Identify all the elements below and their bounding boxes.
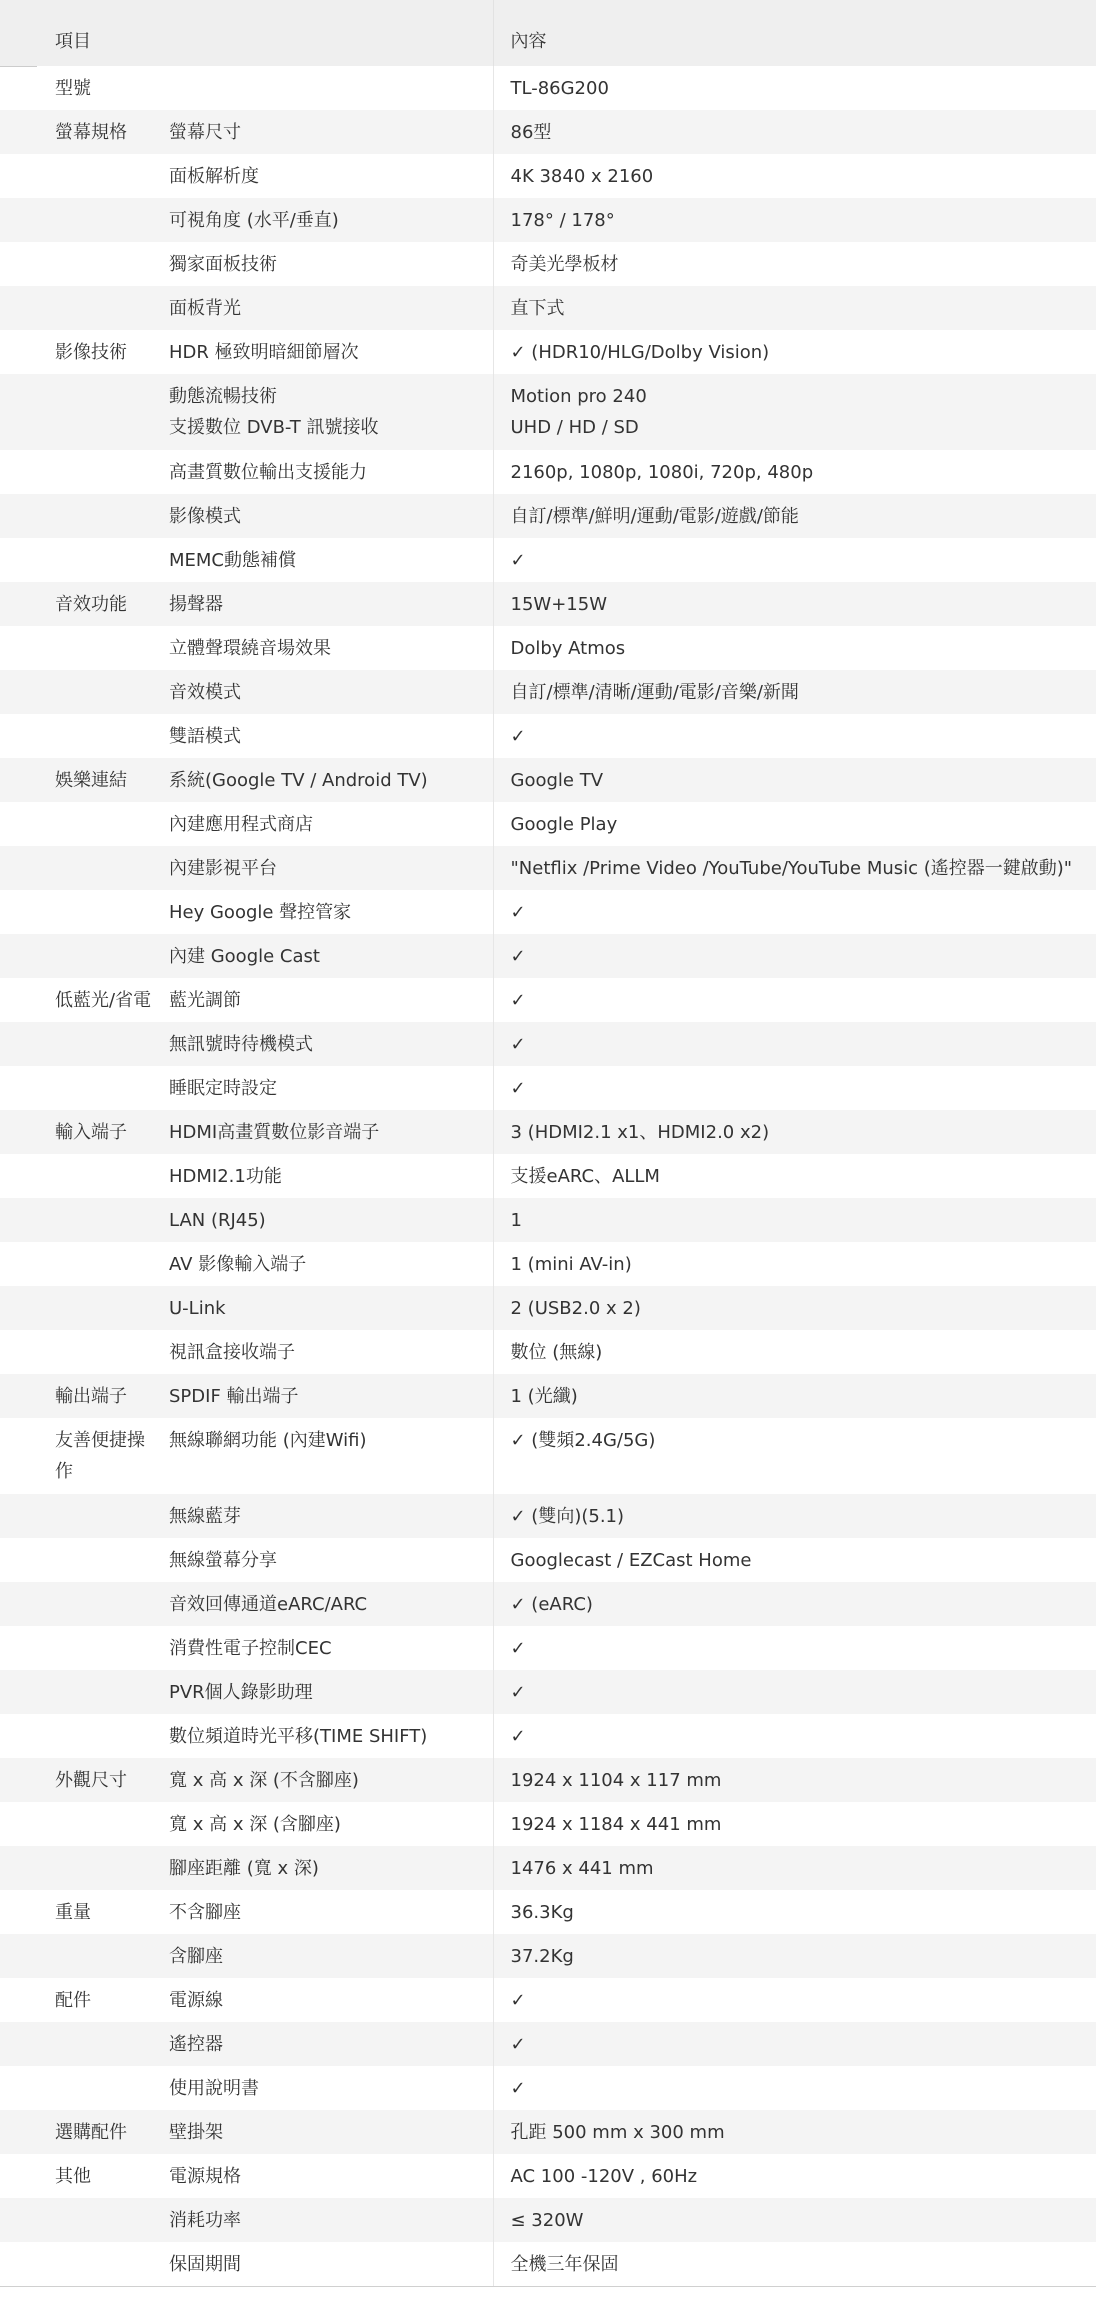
spec-item: 使用說明書 — [169, 2078, 259, 2099]
spec-value: Motion pro 240 UHD / HD / SD — [493, 374, 1096, 450]
spec-value: 1924 x 1184 x 441 mm — [493, 1802, 1096, 1846]
spec-item — [167, 66, 493, 110]
spec-value: 36.3Kg — [493, 1890, 1096, 1934]
spec-value: 37.2Kg — [493, 1934, 1096, 1978]
spec-category — [0, 890, 167, 934]
spec-value: 數位 (無線) — [493, 1330, 1096, 1374]
spec-category: 影像技術 — [55, 342, 127, 363]
spec-item: 獨家面板技術 — [169, 254, 277, 275]
spec-category — [0, 1714, 167, 1758]
table-row — [0, 2110, 1096, 2154]
spec-item: 電源線 — [169, 1990, 223, 2011]
spec-value: ✓ — [493, 934, 1096, 978]
spec-value: 15W+15W — [493, 582, 1096, 626]
spec-category — [0, 1626, 167, 1670]
spec-category: 配件 — [55, 1990, 91, 2011]
spec-item: 腳座距離 (寬 x 深) — [169, 1858, 319, 1879]
spec-category: 選購配件 — [55, 2122, 127, 2143]
spec-category — [0, 494, 167, 538]
table-row — [0, 242, 1096, 286]
spec-category — [0, 374, 167, 450]
spec-item: 不含腳座 — [169, 1902, 241, 1923]
spec-category — [0, 286, 167, 330]
table-row — [0, 670, 1096, 714]
table-row — [0, 1802, 1096, 1846]
spec-value: 4K 3840 x 2160 — [493, 154, 1096, 198]
spec-value: 1924 x 1104 x 117 mm — [493, 1758, 1096, 1802]
spec-item: 立體聲環繞音場效果 — [169, 638, 331, 659]
spec-value: ≤ 320W — [493, 2198, 1096, 2242]
spec-category — [0, 1846, 167, 1890]
spec-item: 雙語模式 — [169, 726, 241, 747]
table-row — [0, 198, 1096, 242]
table-row — [0, 538, 1096, 582]
spec-value: ✓ — [493, 1626, 1096, 1670]
spec-category — [0, 670, 167, 714]
spec-item: AV 影像輸入端子 — [169, 1254, 307, 1275]
table-row — [0, 1418, 1096, 1494]
spec-item: 遙控器 — [169, 2034, 223, 2055]
spec-value: ✓ — [493, 714, 1096, 758]
spec-value: "Netflix /Prime Video /YouTube/YouTube Music (遙控器一鍵啟動)" — [493, 846, 1096, 890]
spec-category — [0, 1242, 167, 1286]
table-row — [0, 2198, 1096, 2242]
spec-value: Google Play — [493, 802, 1096, 846]
spec-category — [0, 846, 167, 890]
spec-category — [0, 1538, 167, 1582]
spec-item: PVR個人錄影助理 — [169, 1682, 313, 1703]
spec-item: 無線藍芽 — [169, 1506, 241, 1527]
table-row — [0, 1978, 1096, 2022]
spec-value: ✓ — [493, 2066, 1096, 2110]
spec-item: 可視角度 (水平/垂直) — [169, 210, 339, 231]
spec-value: 自訂/標準/鮮明/運動/電影/遊戲/節能 — [493, 494, 1096, 538]
table-row — [0, 2022, 1096, 2066]
spec-item: Hey Google 聲控管家 — [169, 902, 352, 923]
spec-item: 消耗功率 — [169, 2210, 241, 2231]
table-row — [0, 110, 1096, 154]
spec-value: 3 (HDMI2.1 x1、HDMI2.0 x2) — [493, 1110, 1096, 1154]
spec-item: HDMI高畫質數位影音端子 — [169, 1122, 380, 1143]
spec-value: 孔距 500 mm x 300 mm — [493, 2110, 1096, 2154]
table-row — [0, 714, 1096, 758]
table-row — [0, 582, 1096, 626]
spec-category — [0, 1582, 167, 1626]
spec-category — [0, 1198, 167, 1242]
table-row — [0, 846, 1096, 890]
spec-value: ✓ — [493, 1978, 1096, 2022]
spec-item: 寬 x 高 x 深 (不含腳座) — [169, 1770, 359, 1791]
spec-item: 音效回傳通道eARC/ARC — [169, 1594, 368, 1615]
spec-item: 無線螢幕分享 — [169, 1550, 277, 1571]
spec-item: 內建影視平台 — [169, 858, 277, 879]
spec-category — [0, 714, 167, 758]
table-row — [0, 1286, 1096, 1330]
spec-category — [0, 934, 167, 978]
table-row — [0, 1670, 1096, 1714]
spec-category — [0, 198, 167, 242]
spec-value: ✓ — [493, 538, 1096, 582]
spec-category — [0, 1934, 167, 1978]
spec-value: TL-86G200 — [493, 66, 1096, 110]
table-row — [0, 374, 1096, 450]
spec-value: AC 100 -120V , 60Hz — [493, 2154, 1096, 2198]
table-row — [0, 1066, 1096, 1110]
spec-item: 無訊號時待機模式 — [169, 1034, 313, 1055]
spec-item: 數位頻道時光平移(TIME SHIFT) — [169, 1726, 428, 1747]
spec-category — [0, 1022, 167, 1066]
spec-category — [0, 1802, 167, 1846]
table-row — [0, 494, 1096, 538]
spec-value: ✓ (雙向)(5.1) — [493, 1494, 1096, 1538]
table-row — [0, 330, 1096, 374]
spec-value: 支援eARC、ALLM — [493, 1154, 1096, 1198]
spec-value: ✓ — [493, 1714, 1096, 1758]
table-row — [0, 1154, 1096, 1198]
spec-value: 全機三年保固 — [493, 2242, 1096, 2286]
spec-category: 友善便捷操 作 — [55, 1430, 145, 1482]
spec-item: 動態流暢技術 支援數位 DVB-T 訊號接收 — [169, 386, 379, 438]
spec-item: 系統(Google TV / Android TV) — [169, 770, 428, 791]
spec-item: 無線聯網功能 (內建Wifi) — [169, 1430, 367, 1451]
spec-category — [0, 1154, 167, 1198]
spec-item: 面板解析度 — [169, 166, 259, 187]
spec-value: 直下式 — [493, 286, 1096, 330]
spec-category: 輸出端子 — [55, 1386, 127, 1407]
table-row — [0, 1890, 1096, 1934]
spec-item: 揚聲器 — [169, 594, 223, 615]
table-row — [0, 758, 1096, 802]
spec-item: 壁掛架 — [169, 2122, 223, 2143]
spec-category — [0, 2242, 167, 2286]
spec-value: 2160p, 1080p, 1080i, 720p, 480p — [493, 450, 1096, 494]
table-row — [0, 1374, 1096, 1418]
table-row — [0, 1242, 1096, 1286]
table-row — [0, 2242, 1096, 2286]
table-row — [0, 802, 1096, 846]
spec-item: 音效模式 — [169, 682, 241, 703]
header-content: 內容 — [493, 0, 1096, 66]
table-row — [0, 1538, 1096, 1582]
spec-item: MEMC動態補償 — [169, 550, 297, 571]
spec-value: Google TV — [493, 758, 1096, 802]
spec-value: 自訂/標準/清晰/運動/電影/音樂/新聞 — [493, 670, 1096, 714]
spec-item: 消費性電子控制CEC — [169, 1638, 332, 1659]
spec-item: 內建應用程式商店 — [169, 814, 313, 835]
spec-value: ✓ — [493, 2022, 1096, 2066]
spec-category — [0, 450, 167, 494]
table-row — [0, 2066, 1096, 2110]
table-row — [0, 1494, 1096, 1538]
spec-value: 1 — [493, 1198, 1096, 1242]
spec-item: LAN (RJ45) — [169, 1210, 266, 1231]
spec-category — [0, 1286, 167, 1330]
spec-value: 86型 — [493, 110, 1096, 154]
table-row — [0, 978, 1096, 1022]
spec-item: 含腳座 — [169, 1946, 223, 1967]
spec-value: ✓ (eARC) — [493, 1582, 1096, 1626]
table-row — [0, 890, 1096, 934]
table-row — [0, 1330, 1096, 1374]
spec-item: SPDIF 輸出端子 — [169, 1386, 299, 1407]
spec-item: 影像模式 — [169, 506, 241, 527]
spec-item: HDR 極致明暗細節層次 — [169, 342, 359, 363]
spec-category — [0, 2066, 167, 2110]
spec-value: 1476 x 441 mm — [493, 1846, 1096, 1890]
spec-category: 音效功能 — [55, 594, 127, 615]
spec-category: 低藍光/省電 — [55, 990, 152, 1011]
spec-value: ✓ — [493, 978, 1096, 1022]
spec-value: ✓ — [493, 1670, 1096, 1714]
table-header-row — [0, 0, 1096, 66]
spec-value: ✓ — [493, 1066, 1096, 1110]
table-row — [0, 1758, 1096, 1802]
table-row — [0, 1110, 1096, 1154]
spec-value: Googlecast / EZCast Home — [493, 1538, 1096, 1582]
table-row — [0, 1198, 1096, 1242]
spec-category — [0, 1066, 167, 1110]
table-row — [0, 2154, 1096, 2198]
spec-category — [0, 1494, 167, 1538]
spec-category — [0, 2198, 167, 2242]
spec-item: 睡眠定時設定 — [169, 1078, 277, 1099]
table-row — [0, 66, 1096, 110]
spec-item: 內建 Google Cast — [169, 946, 320, 967]
spec-value: ✓ — [493, 1022, 1096, 1066]
spec-category — [0, 154, 167, 198]
spec-item: 保固期間 — [169, 2254, 241, 2275]
spec-category — [0, 802, 167, 846]
table-row — [0, 1022, 1096, 1066]
header-item: 項目 — [55, 31, 91, 52]
spec-item: 寬 x 高 x 深 (含腳座) — [169, 1814, 341, 1835]
spec-item: 電源規格 — [169, 2166, 241, 2187]
spec-value: Dolby Atmos — [493, 626, 1096, 670]
spec-value: 奇美光學板材 — [493, 242, 1096, 286]
spec-item: 藍光調節 — [169, 990, 241, 1011]
table-row — [0, 626, 1096, 670]
table-row — [0, 934, 1096, 978]
spec-item: 螢幕尺寸 — [169, 122, 241, 143]
table-row — [0, 154, 1096, 198]
table-row — [0, 450, 1096, 494]
spec-category: 輸入端子 — [55, 1122, 127, 1143]
spec-item: 視訊盒接收端子 — [169, 1342, 295, 1363]
table-row — [0, 1582, 1096, 1626]
spec-category: 其他 — [55, 2166, 91, 2187]
spec-category: 娛樂連結 — [55, 770, 127, 791]
spec-category: 重量 — [55, 1902, 91, 1923]
table-bottom-border — [0, 2286, 1096, 2287]
spec-item: 高畫質數位輸出支援能力 — [169, 462, 367, 483]
spec-category — [0, 626, 167, 670]
spec-category — [0, 538, 167, 582]
spec-value: 2 (USB2.0 x 2) — [493, 1286, 1096, 1330]
spec-item: HDMI2.1功能 — [169, 1166, 282, 1187]
header-divider — [0, 66, 37, 67]
table-row — [0, 286, 1096, 330]
spec-category — [0, 2022, 167, 2066]
spec-category: 外觀尺寸 — [55, 1770, 127, 1791]
spec-category — [0, 1670, 167, 1714]
spec-value: 178° / 178° — [493, 198, 1096, 242]
spec-item: U-Link — [169, 1298, 226, 1319]
spec-category — [0, 242, 167, 286]
spec-value: 1 (光纖) — [493, 1374, 1096, 1418]
spec-item: 面板背光 — [169, 298, 241, 319]
spec-category — [0, 1330, 167, 1374]
spec-value: 1 (mini AV-in) — [493, 1242, 1096, 1286]
table-row — [0, 1934, 1096, 1978]
spec-value: ✓ (HDR10/HLG/Dolby Vision) — [493, 330, 1096, 374]
table-row — [0, 1626, 1096, 1670]
table-row — [0, 1714, 1096, 1758]
spec-category: 型號 — [55, 78, 91, 99]
spec-category: 螢幕規格 — [55, 122, 127, 143]
spec-value: ✓ — [493, 890, 1096, 934]
table-row — [0, 1846, 1096, 1890]
spec-value: ✓ (雙頻2.4G/5G) — [493, 1418, 1096, 1494]
